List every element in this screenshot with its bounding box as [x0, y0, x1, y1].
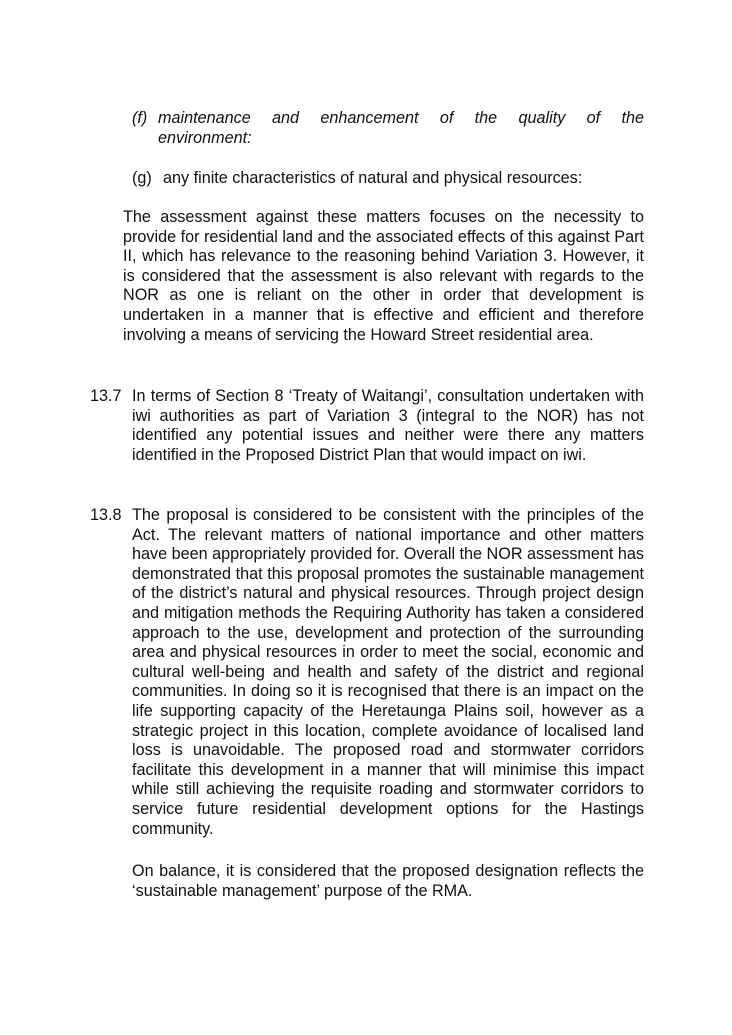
list-item-f-line-2: environment: — [158, 128, 252, 147]
list-item-g-text: any finite characteristics of natural and physical resources: — [163, 169, 583, 187]
section-13-7 — [90, 387, 644, 465]
list-item-f-line-1: maintenance and enhancement of the quality of the — [158, 109, 644, 127]
balance-paragraph: On balance, it is considered that the proposed designation reflects the ‘sustainable management’ purpose of the RMA. — [132, 862, 644, 900]
list-item-f-label: (f) — [132, 109, 148, 127]
section-13-8 — [90, 506, 644, 839]
section-13-7-number: 13.7 — [90, 387, 122, 405]
section-13-8-text: The proposal is considered to be consistent with the principles of the Act. The relevant matters of national importance and other matters have been appropriately provided for. Overall the NOR assessment has demonstrated that this proposal promotes the sustainable management of the district’s natural and physical resources. Through project design and mitigation methods the Requiring Authority has taken a considered approach to the use, development and protection of the surrounding area and physical resources in order to meet the social, economic and cultural well-being and health and safety of the district and regional communities. In doing so it is recognised that there is an impact on the life supporting capacity of the Heretaunga Plains soil, however as a strategic project in this location, complete avoidance of localised land loss is unavoidable. The proposed road and stormwater corridors facilitate this development in a manner that will minimise this impact while still achieving the requisite roading and stormwater corridors to service future residential development options for the Hastings community. — [132, 506, 644, 838]
section-13-8-number: 13.8 — [90, 506, 122, 524]
assessment-paragraph: The assessment against these matters focuses on the necessity to provide for residential land and the associated effects of this against Part II, which has relevance to the reasoning behind Variation 3. However, it is considered that the assessment is also relevant with regards to the NOR as one is reliant on the other in order that development is undertaken in a manner that is effective and efficient and therefore involving a means of servicing the Howard Street residential area. — [123, 208, 644, 344]
section-13-7-text: In terms of Section 8 ‘Treaty of Waitangi’, consultation undertaken with iwi authorities as part of Variation 3 (integral to the NOR) has not identified any potential issues and neither were there any matters identified in the Proposed District Plan that would impact on iwi. — [132, 387, 644, 464]
list-item-f — [132, 109, 644, 148]
list-item-g — [132, 169, 644, 189]
list-item-g-label: (g) — [132, 169, 152, 187]
list-item-f-text — [158, 109, 644, 148]
